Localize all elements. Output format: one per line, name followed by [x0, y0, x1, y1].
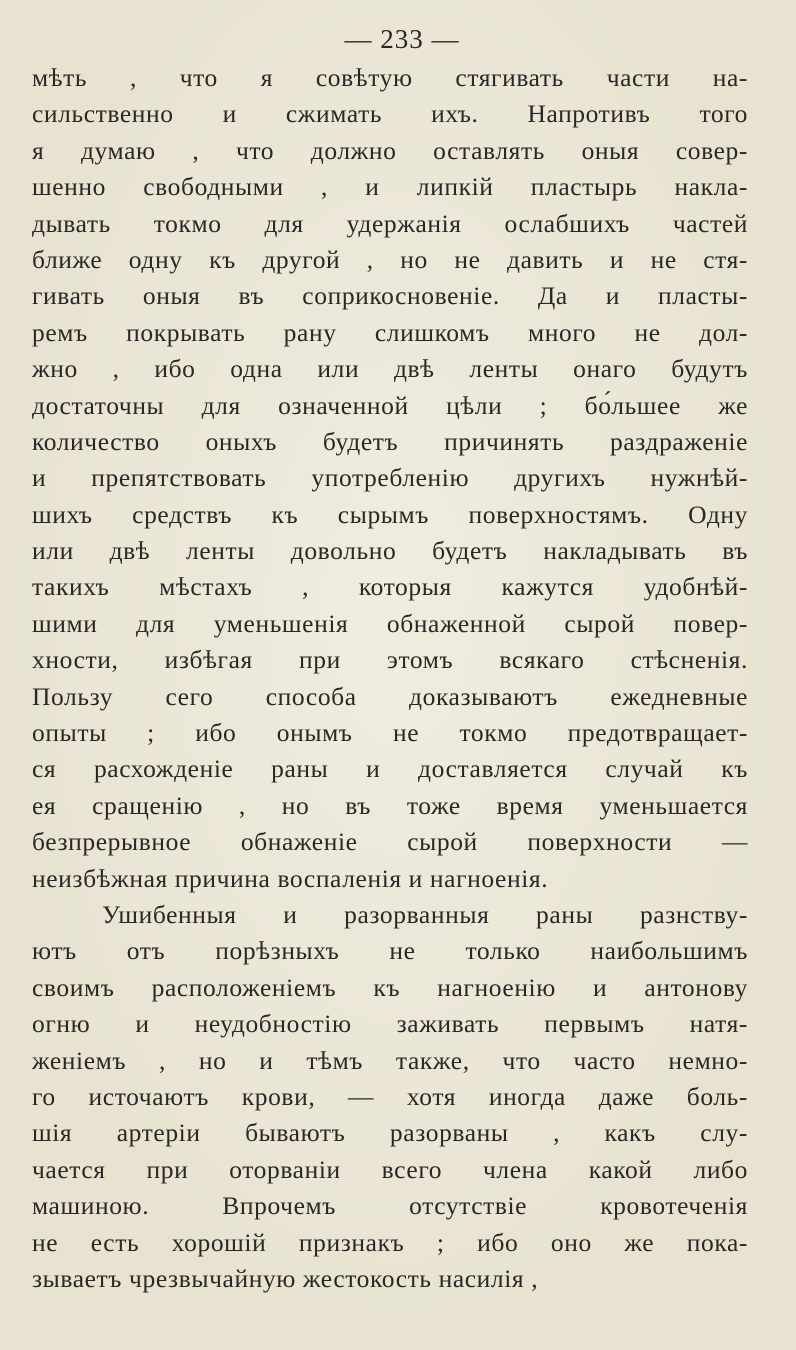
- text-line: опыты ; ибо онымъ не токмо предотвращает-: [32, 718, 748, 748]
- text-line: я думаю , что должно оставлять оныя совер-: [32, 135, 748, 165]
- paragraph: [32, 897, 748, 1297]
- text-line: своимъ расположеніемъ къ нагноенію и антонову: [32, 972, 748, 1002]
- text-line: ремъ покрывать рану слишкомъ много не дол-: [32, 317, 748, 347]
- text-line: ютъ отъ порѣзныхъ не только наибольшимъ: [32, 936, 748, 966]
- text-line: машиною. Впрочемъ отсутствіе кровотеченія: [32, 1191, 748, 1221]
- text-line: ся расхожденіе раны и доставляется случай къ: [32, 754, 748, 784]
- text-line: дывать токмо для удержанія ослабшихъ частей: [32, 208, 748, 238]
- text-line: такихъ мѣстахъ , которыя кажутся удобнѣй-: [32, 572, 748, 602]
- text-line: огню и неудобностію заживать первымъ натя-: [32, 1009, 748, 1039]
- text-line: гивать оныя въ соприкосновеніе. Да и пласты-: [32, 281, 748, 311]
- text-line: безпрерывное обнаженіе сырой поверхности —: [32, 827, 748, 857]
- page-number: — 233 —: [344, 24, 460, 54]
- text-line: шія артеріи бываютъ разорваны , какъ слу-: [32, 1118, 748, 1148]
- text-line: количество оныхъ будетъ причинять раздраженіе: [32, 426, 748, 456]
- text-line: жно , ибо одна или двѣ ленты онаго будутъ: [32, 354, 748, 384]
- paragraph: [32, 60, 748, 897]
- text-line: сильственно и сжимать ихъ. Напротивъ того: [32, 99, 748, 129]
- text-line: не есть хорошій признакъ ; ибо оно же пока-: [32, 1227, 748, 1257]
- text-line: женіемъ , но и тѣмъ также, что часто немно-: [32, 1045, 748, 1075]
- text-line: неизбѣжная причина воспаленія и нагноенія.: [32, 863, 549, 893]
- text-line: хности, избѣгая при этомъ всякаго стѣсненія.: [32, 645, 748, 675]
- text-line: шенно свободными , и липкій пластырь накла-: [32, 172, 748, 202]
- text-line: ближе одну къ другой , но не давить и не стя-: [32, 244, 748, 274]
- text-line: Пользу сего способа доказываютъ ежедневные: [32, 681, 748, 711]
- page-text: [32, 60, 748, 1297]
- text-line: достаточны для означенной цѣли ; бо́льшее же: [32, 390, 748, 420]
- text-line: и препятствовать употребленію другихъ нужнѣй-: [32, 463, 748, 493]
- text-line: го источаютъ крови, — хотя иногда даже боль-: [32, 1081, 748, 1111]
- text-line: или двѣ ленты довольно будетъ накладывать въ: [32, 536, 748, 566]
- text-line: чается при оторваніи всего члена какой либо: [32, 1154, 748, 1184]
- text-line: ея сращенію , но въ тоже время уменьшается: [32, 790, 748, 820]
- text-line: шихъ средствъ къ сырымъ поверхностямъ. Одну: [32, 499, 748, 529]
- text-line: шими для уменьшенія обнаженной сырой повер-: [32, 608, 748, 638]
- text-line: зываетъ чрезвычайную жестокость насилія ,: [32, 1263, 539, 1293]
- text-line: Ушибенныя и разорванныя раны разнству-: [102, 899, 748, 929]
- text-line: мѣть , что я совѣтую стягивать части на-: [32, 63, 748, 92]
